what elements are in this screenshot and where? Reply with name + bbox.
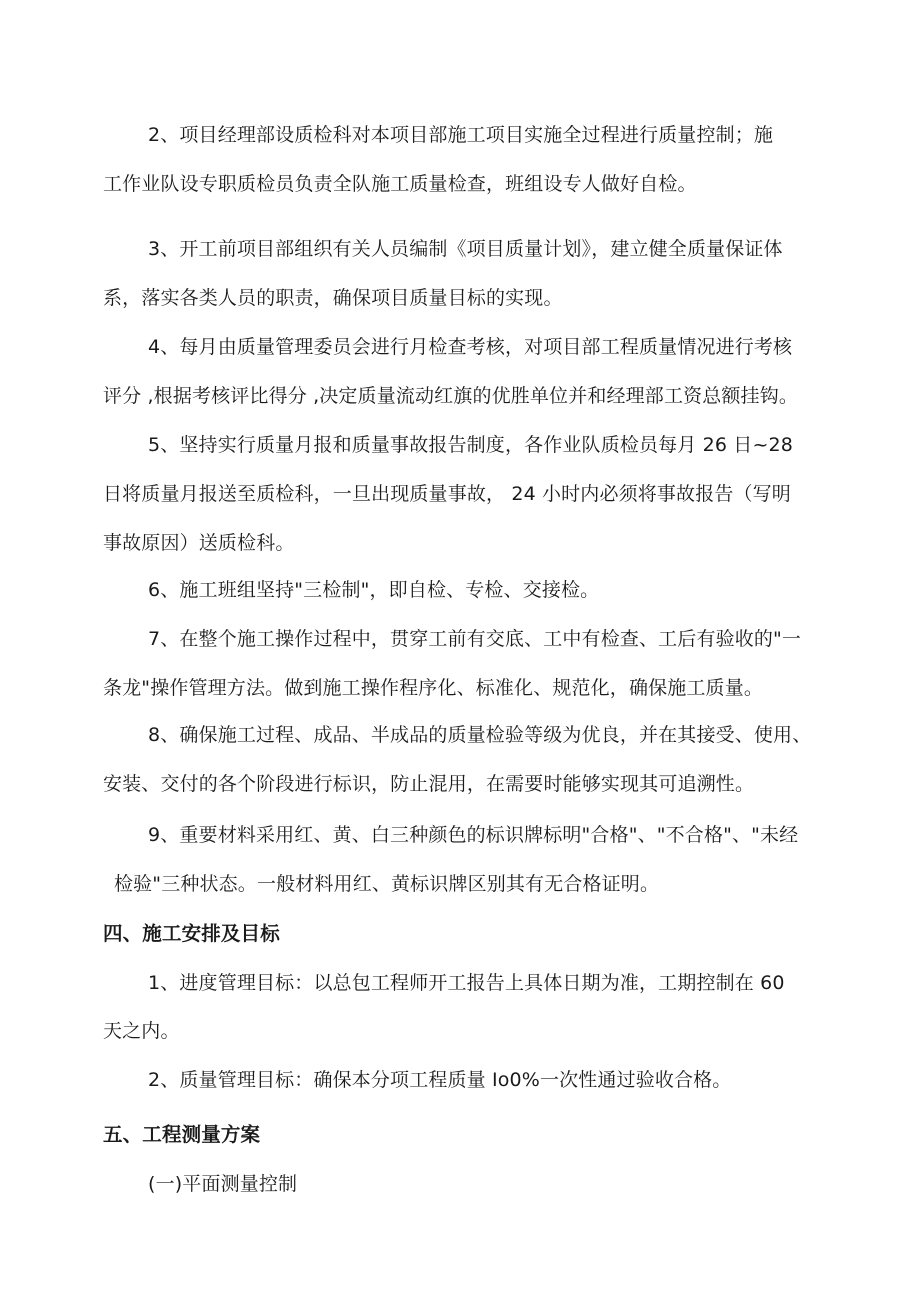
paragraph-line: 1、进度管理目标：以总包工程师开工报告上具体日期为准，工期控制在 60 xyxy=(148,972,785,994)
subsection-heading: (一)平面测量控制 xyxy=(148,1173,298,1195)
paragraph-line: 8、确保施工过程、成品、半成品的质量检验等级为优良，并在其接受、使用、 xyxy=(148,724,812,746)
paragraph-line: 2、质量管理目标：确保本分项工程质量 Io0%一次性通过验收合格。 xyxy=(148,1069,732,1091)
paragraph-line: 2、项目经理部设质检科对本项目部施工项目实施全过程进行质量控制；施 xyxy=(148,124,774,146)
section-heading: 四、施工安排及目标 xyxy=(103,922,280,945)
paragraph-line: 7、在整个施工操作过程中，贯穿工前有交底、工中有检查、工后有验收的"一 xyxy=(148,628,802,650)
paragraph-line: 系，落实各类人员的职责，确保项目质量目标的实现。 xyxy=(103,287,563,309)
paragraph-line: 条龙"操作管理方法。做到施工操作程序化、标准化、规范化，确保施工质量。 xyxy=(103,677,763,699)
paragraph-line: 4、每月由质量管理委员会进行月检查考核，对项目部工程质量情况进行考核 xyxy=(148,336,793,358)
paragraph-line: 6、施工班组坚持"三检制"，即自检、专检、交接检。 xyxy=(148,579,600,601)
paragraph-line: 9、重要材料采用红、黄、白三种颜色的标识牌标明"合格"、"不合格"、"未经 xyxy=(148,824,799,846)
paragraph-line: 工作业队设专职质检员负责全队施工质量检查，班组设专人做好自检。 xyxy=(103,173,697,195)
paragraph-line: 检验"三种状态。一般材料用红、黄标识牌区别其有无合格证明。 xyxy=(114,873,660,895)
paragraph-line: 5、坚持实行质量月报和质量事故报告制度，各作业队质检员每月 26 日~28 xyxy=(148,434,793,456)
paragraph-line: 安装、交付的各个阶段进行标识，防止混用，在需要时能够实现其可追溯性。 xyxy=(103,773,755,795)
paragraph-line: 3、开工前项目部组织有关人员编制《项目质量计划》，建立健全质量保证体 xyxy=(148,238,783,260)
paragraph-line: 日将质量月报送至质检科，一旦出现质量事故， 24 小时内必须将事故报告（写明 xyxy=(103,483,791,505)
paragraph-line: 评分 ,根据考核评比得分 ,决定质量流动红旗的优胜单位并和经理部工资总额挂钩。 xyxy=(103,385,799,407)
paragraph-line: 事故原因）送质检科。 xyxy=(103,532,295,554)
paragraph-line: 天之内。 xyxy=(103,1020,180,1042)
section-heading: 五、工程测量方案 xyxy=(103,1123,261,1146)
